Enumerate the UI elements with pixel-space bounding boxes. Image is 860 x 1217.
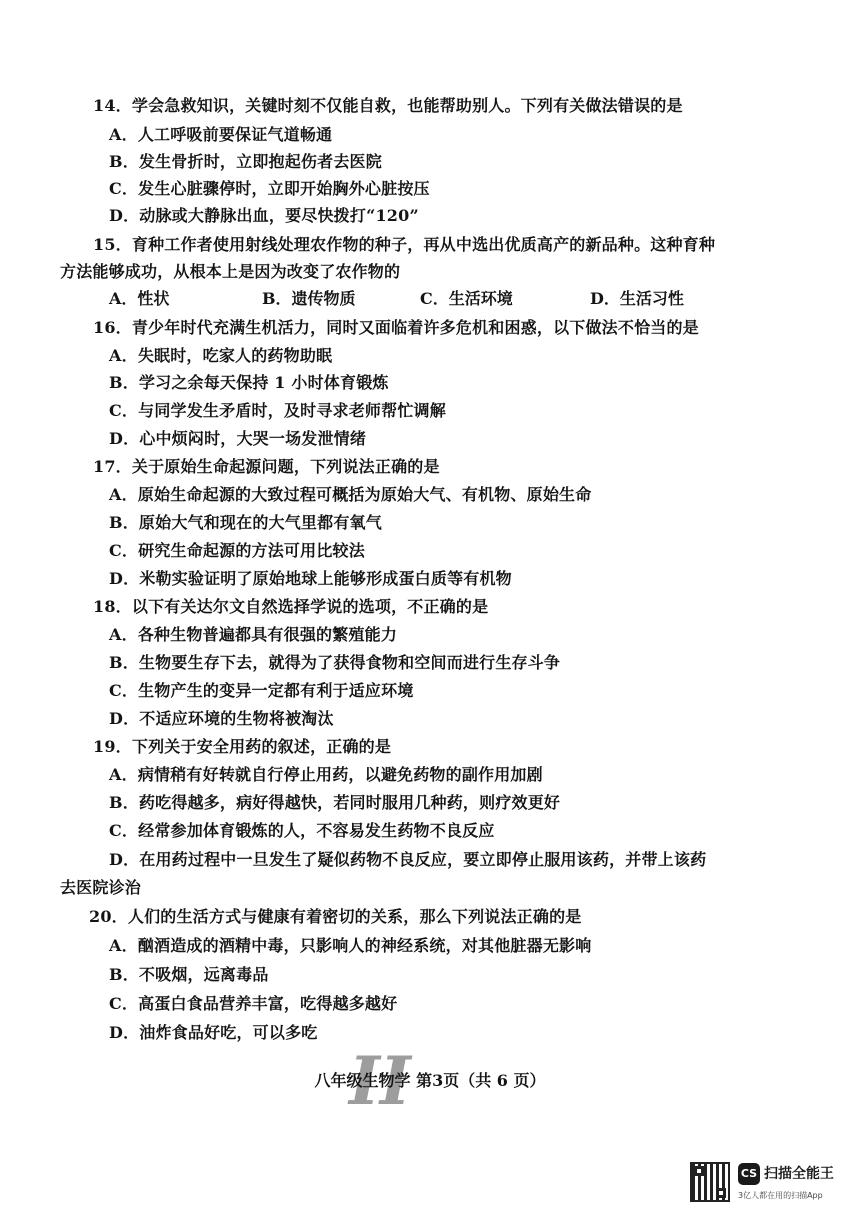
question-17-option-a: A．原始生命起源的大致过程可概括为原始大气、有机物、原始生命 (109, 485, 592, 504)
question-19-option-c: C．经常参加体育锻炼的人，不容易发生药物不良反应 (109, 821, 495, 840)
question-15-option-c: C．生活环境 (420, 289, 513, 308)
scanner-logo: CS (738, 1163, 760, 1185)
question-14-option-d: D．动脉或大静脉出血，要尽快拨打“120” (109, 206, 419, 225)
question-19-option-a: A．病情稍有好转就自行停止用药，以避免药物的副作用加剧 (109, 765, 543, 784)
question-14-option-a: A．人工呼吸前要保证气道畅通 (109, 125, 333, 144)
question-17-stem: 17．关于原始生命起源问题，下列说法正确的是 (93, 457, 440, 476)
question-15-stem-cont: 方法能够成功，从根本上是因为改变了农作物的 (60, 262, 401, 281)
page-footer: 八年级生物学 第3页（共 6 页） (314, 1071, 546, 1090)
question-17-option-b: B．原始大气和现在的大气里都有氧气 (109, 513, 382, 532)
question-18-option-d: D．不适应环境的生物将被淘汰 (109, 709, 334, 728)
question-18-option-a: A．各种生物普遍都具有很强的繁殖能力 (109, 625, 398, 644)
question-14-stem: 14．学会急救知识，关键时刻不仅能自救，也能帮助别人。下列有关做法错误的是 (93, 96, 683, 115)
question-20-option-a: A．酗酒造成的酒精中毒，只影响人的神经系统，对其他脏器无影响 (109, 936, 592, 955)
scanner-app-name: 扫描全能王 (764, 1166, 834, 1182)
question-17-option-c: C．研究生命起源的方法可用比较法 (109, 541, 365, 560)
question-19-stem: 19．下列关于安全用药的叙述，正确的是 (93, 737, 392, 756)
scanner-tagline: 3亿人都在用的扫描App (738, 1191, 823, 1200)
qr-code-icon (690, 1162, 730, 1202)
question-16-option-d: D．心中烦闷时，大哭一场发泄情绪 (109, 429, 367, 448)
question-17-option-d: D．米勒实验证明了原始地球上能够形成蛋白质等有机物 (109, 569, 512, 588)
question-15-option-d: D．生活习性 (590, 289, 684, 308)
question-16-option-a: A．失眠时，吃家人的药物助眠 (109, 346, 333, 365)
question-16-stem: 16．青少年时代充满生机活力，同时又面临着许多危机和困惑，以下做法不恰当的是 (93, 318, 699, 337)
question-15-stem: 15．育种工作者使用射线处理农作物的种子，再从中选出优质高产的新品种。这种育种 (93, 235, 716, 254)
question-14-option-b: B．发生骨折时，立即抱起伤者去医院 (109, 152, 382, 171)
question-19-option-d-cont: 去医院诊治 (60, 878, 142, 897)
question-16-option-b: B．学习之余每天保持 1 小时体育锻炼 (109, 373, 389, 392)
question-20-option-b: B．不吸烟，远离毒品 (109, 965, 269, 984)
question-18-option-b: B．生物要生存下去，就得为了获得食物和空间而进行生存斗争 (109, 653, 561, 672)
watermark-logo: II (349, 1042, 411, 1120)
question-20-option-c: C．高蛋白食品营养丰富，吃得越多越好 (109, 994, 398, 1013)
question-18-stem: 18．以下有关达尔文自然选择学说的选项，不正确的是 (93, 597, 489, 616)
question-20-stem: 20．人们的生活方式与健康有着密切的关系，那么下列说法正确的是 (89, 907, 582, 926)
question-19-option-d: D．在用药过程中一旦发生了疑似药物不良反应，要立即停止服用该药，并带上该药 (109, 850, 707, 869)
question-16-option-c: C．与同学发生矛盾时，及时寻求老师帮忙调解 (109, 401, 446, 420)
question-20-option-d: D．油炸食品好吃，可以多吃 (109, 1023, 318, 1042)
question-15-option-a: A．性状 (109, 289, 170, 308)
question-14-option-c: C．发生心脏骤停时，立即开始胸外心脏按压 (109, 179, 430, 198)
question-15-option-b: B．遗传物质 (262, 289, 356, 308)
question-18-option-c: C．生物产生的变异一定都有利于适应环境 (109, 681, 414, 700)
question-19-option-b: B．药吃得越多，病好得越快，若同时服用几种药，则疗效更好 (109, 793, 561, 812)
